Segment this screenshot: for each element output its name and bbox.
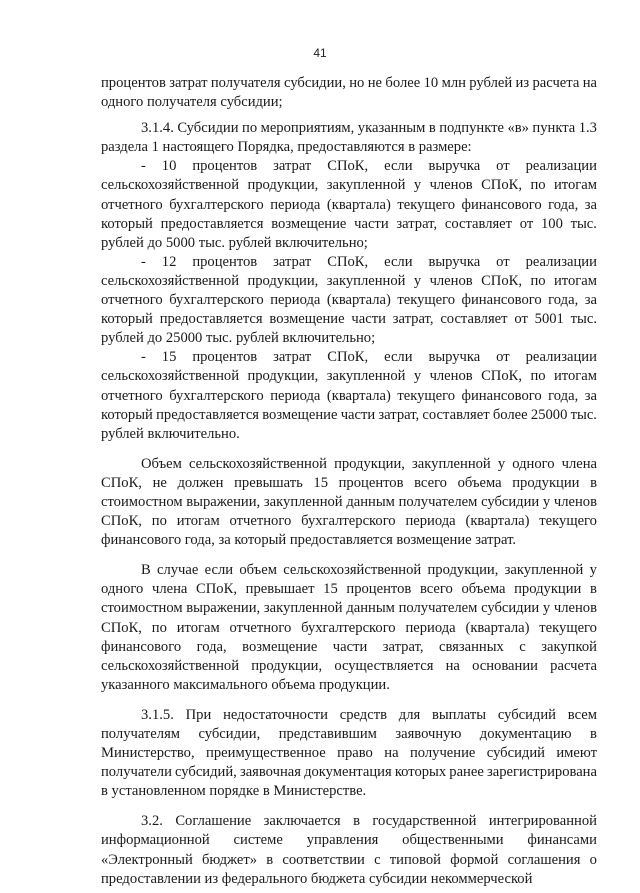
page-number: 41	[313, 46, 327, 60]
text-line: одного члена СПоК, превышает 15 процентов всего объема продукции в	[101, 581, 597, 598]
paragraph	[101, 157, 597, 252]
text-line: СПоК, по итогам отчетного бухгалтерского периода (квартала) текущего	[101, 513, 597, 530]
paragraph	[101, 561, 597, 695]
paragraph	[101, 253, 597, 348]
document-body	[101, 74, 597, 889]
text-line: 3.1.4. Субсидии по мероприятиям, указанным в подпункте «в» пункта 1.3	[141, 120, 597, 137]
text-line: отчетного бухгалтерского периода (квартала) текущего финансового года, за	[101, 292, 597, 309]
text-line: Министерство, преимущественное право на получение субсидий имеют	[101, 745, 597, 762]
text-line: сельскохозяйственной продукции, закупленной у членов СПоК, по итогам	[101, 177, 597, 194]
text-line: сельскохозяйственной продукции, закупленной у членов СПоК, по итогам	[101, 368, 597, 385]
text-line: раздела 1 настоящего Порядка, предоставляются в размере:	[101, 139, 472, 156]
text-line: рублей до 25000 тыс. рублей включительно;	[101, 330, 376, 347]
paragraph	[101, 455, 597, 550]
text-line: Объем сельскохозяйственной продукции, закупленной у одного члена	[141, 455, 597, 472]
text-line: В случае если объем сельскохозяйственной продукции, закупленной у	[141, 562, 597, 579]
text-line: одного получателя субсидии;	[101, 94, 283, 111]
text-line: финансового года, за который предоставляется возмещение затрат.	[101, 532, 516, 549]
text-line: сельскохозяйственной продукции, закупленной у членов СПоК, по итогам	[101, 272, 597, 289]
text-line: процентов затрат получателя субсидии, но не более 10 млн рублей из расчета на	[101, 75, 597, 91]
text-line: предоставлении из федерального бюджета субсидии некоммерческой	[101, 870, 533, 887]
text-line: 3.2. Соглашение заключается в государственной интегрированной	[141, 813, 597, 830]
paragraph-gap	[101, 550, 597, 561]
text-line: получателям субсидии, представившим заявочную документацию в	[101, 726, 597, 742]
text-line: указанного максимального объема продукции.	[101, 676, 390, 693]
text-line: - 12 процентов затрат СПоК, если выручка от реализации	[141, 253, 597, 270]
paragraph-gap	[101, 801, 597, 812]
text-line: - 15 процентов затрат СПоК, если выручка от реализации	[141, 349, 597, 366]
paragraph-gap	[101, 444, 597, 455]
paragraph-gap	[101, 112, 597, 119]
text-line: финансового года, возмещение части затрат, связанных с закупкой	[101, 638, 597, 655]
text-line: отчетного бухгалтерского периода (квартала) текущего финансового года, за	[101, 196, 597, 213]
text-line: информационной системе управления общественными финансами	[101, 832, 597, 849]
paragraph	[101, 348, 597, 443]
text-line: стоимостном выражении, закупленной данным получателем субсидии у членов	[101, 493, 597, 510]
text-line: - 10 процентов затрат СПоК, если выручка от реализации	[141, 158, 597, 175]
paragraph-gap	[101, 695, 597, 706]
text-line: отчетного бухгалтерского периода (квартала) текущего финансового года, за	[101, 387, 597, 404]
text-line: который предоставляется возмещение части затрат, составляет от 5001 тыс.	[101, 311, 597, 328]
paragraph	[101, 74, 597, 112]
text-line: который предоставляется возмещение части затрат, составляет более 25000 тыс.	[101, 406, 597, 423]
text-line: рублей до 5000 тыс. рублей включительно;	[101, 234, 368, 251]
text-line: получатели субсидий, заявочная документация которых ранее зарегистрирована	[101, 764, 597, 781]
paragraph	[101, 119, 597, 157]
text-line: «Электронный бюджет» в соответствии с типовой формой соглашения о	[101, 851, 597, 868]
text-line: который предоставляется возмещение части затрат, составляет от 100 тыс.	[101, 215, 597, 232]
text-line: сельскохозяйственной продукции, осуществляется на основании расчета	[101, 657, 597, 674]
paragraph	[101, 706, 597, 801]
text-line: в установленном порядке в Министерстве.	[101, 783, 367, 800]
text-line: рублей включительно.	[101, 425, 240, 442]
text-line: стоимостном выражении, закупленной данным получателем субсидии у членов	[101, 600, 597, 617]
paragraph	[101, 812, 597, 888]
text-line: СПоК, по итогам отчетного бухгалтерского периода (квартала) текущего	[101, 619, 597, 636]
text-line: 3.1.5. При недостаточности средств для выплаты субсидий всем	[141, 706, 597, 723]
text-line: СПоК, не должен превышать 15 процентов всего объема продукции в	[101, 474, 597, 491]
